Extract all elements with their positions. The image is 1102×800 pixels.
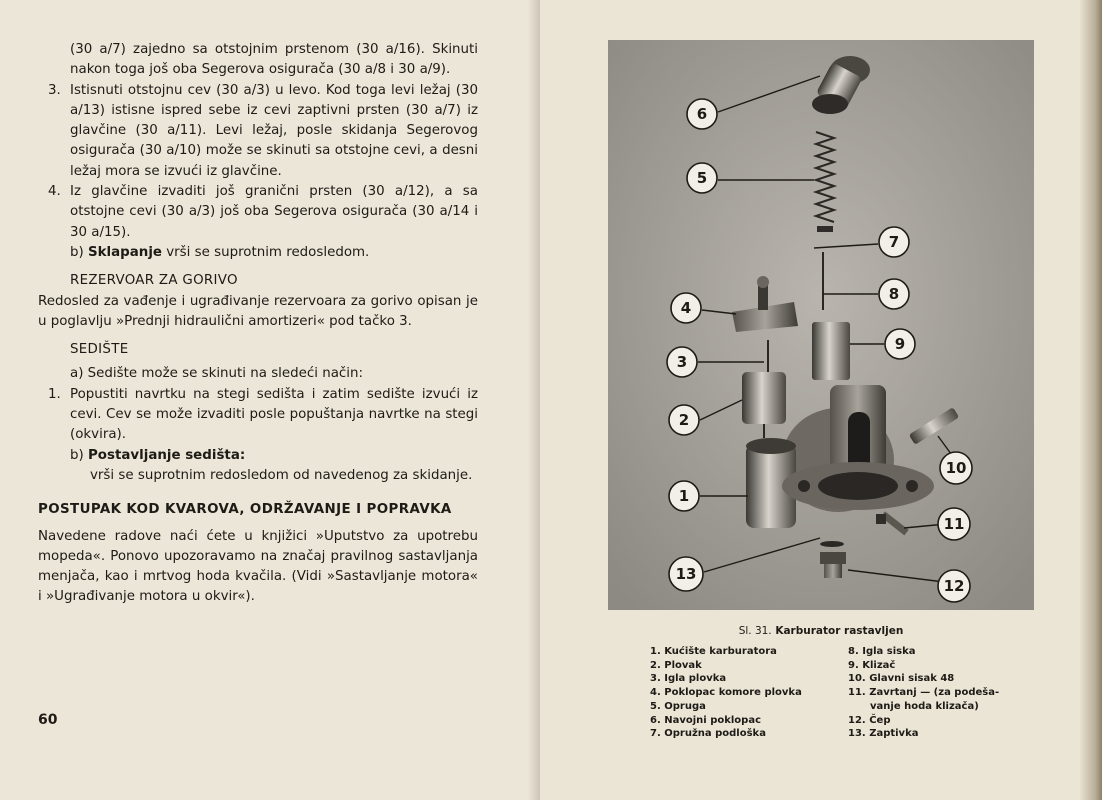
maintenance-text: Navedene radove naći ćete u knjižici »Uputstvo za upotrebu mopeda«. Ponovo upozoravamo na značaj pravilnog sastavljanja menjača, kao i mrtvog hoda kvačila. (Vidi »Sastavljanje motora« i »Ugrađivanje motora u okvir«). <box>38 528 478 605</box>
heading-seat: SEDIŠTE <box>70 342 129 358</box>
part-7-spring-washer <box>817 226 833 232</box>
seat-step-1 <box>38 385 478 446</box>
legend-item: 6. Navojni poklopac <box>650 714 762 726</box>
left-page <box>0 0 540 800</box>
callout-3: 3 <box>676 353 688 371</box>
legend-item: 11. Zavrtanj — (za podeša- <box>848 687 1000 699</box>
part-13-gasket <box>820 541 844 547</box>
assembly-note: b) Sklapanje vrši se suprotnim redosledom. <box>70 244 370 260</box>
step-number: 3. <box>48 82 61 98</box>
seat-install-heading: b) Postavljanje sedišta: <box>70 447 246 463</box>
callout-4: 4 <box>680 299 692 317</box>
heading-fuel-tank: REZERVOAR ZA GORIVO <box>70 273 238 289</box>
callout-6: 6 <box>696 105 708 123</box>
callout-8: 8 <box>888 285 900 303</box>
step-text: Istisnuti otstojnu cev (30 a/3) u levo. Kod toga levi ležaj (30 a/13) istisne ispred sebe iz cevi zaptivni prsten (30 a/7) iz glavčine (30 a/11). Levi ležaj, posle skidanja Segerovog osigurača (30 a/10) može se skinuti sa otstojne cevi, a desni ležaj mora se izvući iz glavčine. <box>70 82 478 179</box>
step-4 <box>38 182 478 243</box>
legend-item: 5. Opruga <box>650 700 706 712</box>
legend-item: 1. Kućište karburatora <box>650 646 777 657</box>
legend-item-continued: vanje hoda klizača) <box>870 700 979 712</box>
legend-item: 7. Opružna podloška <box>650 728 766 740</box>
callout-10: 10 <box>945 459 967 477</box>
step-text: Popustiti navrtku na stegi sedišta i zatim sedište izvući iz cevi. Cev se može izvaditi posle popuštanja navrtke na stegi (okvira). <box>70 386 478 443</box>
legend-item: 8. Igla siska <box>848 646 916 657</box>
legend-item: 9. Klizač <box>848 659 896 671</box>
callout-12: 12 <box>943 577 965 595</box>
step-number: 1. <box>48 386 61 402</box>
callout-7: 7 <box>888 233 900 251</box>
legend-item: 3. Igla plovka <box>650 673 727 685</box>
seat-install-term: Postavljanje sedišta: <box>87 447 246 463</box>
legend-item: 10. Glavni sisak 48 <box>848 673 955 685</box>
assembly-term: Sklapanje <box>87 244 162 260</box>
legend-item: 13. Zaptivka <box>848 728 919 740</box>
legend-right <box>848 645 1028 741</box>
carburetor-photo <box>608 40 1034 610</box>
seat-intro: a) Sedište može se skinuti na sledeći način: <box>70 366 363 382</box>
carburetor-exploded-view <box>608 40 1034 610</box>
paragraph-continued: (30 a/7) zajedno sa otstojnim prstenom (30 a/16). Skinuti nakon toga još oba Segerova osigurača (30 a/8 i 30 a/9). <box>70 42 478 78</box>
fuel-tank-text: Redosled za vađenje i ugrađivanje rezervoara za gorivo opisan je u poglavlju »Prednji hidraulični amortizeri« pod tačko 3. <box>38 293 478 329</box>
legend-item: 4. Poklopac komore plovka <box>650 687 802 699</box>
callout-13: 13 <box>675 565 697 583</box>
page-edge <box>1080 0 1102 800</box>
part-9-throttle-slide <box>812 322 850 380</box>
figure-caption <box>608 625 1034 637</box>
left-page-text <box>38 40 478 608</box>
step-text: Iz glavčine izvaditi još granični prsten (30 a/12), a sa otstojne cevi (30 a/3) još oba Segerova osigurača (30 a/14 i 30 a/15). <box>70 184 478 240</box>
legend-left <box>650 645 850 741</box>
callout-5: 5 <box>696 169 708 187</box>
page-number: 60 <box>38 712 58 728</box>
figure-title: Karburator rastavljen <box>775 625 904 637</box>
step-3 <box>38 81 478 182</box>
callout-11: 11 <box>943 515 965 533</box>
legend-item: 2. Plovak <box>650 659 702 671</box>
callout-2: 2 <box>678 411 690 429</box>
figure-number: Sl. 31. <box>738 625 772 637</box>
heading-maintenance: POSTUPAK KOD KVAROVA, ODRŽAVANJE I POPRAVKA <box>38 502 452 518</box>
seat-install-text: vrši se suprotnim redosledom od navedenog za skidanje. <box>90 467 473 483</box>
legend-item: 12. Čep <box>848 714 891 726</box>
callout-9: 9 <box>894 335 906 353</box>
callout-1: 1 <box>678 487 690 505</box>
step-number: 4. <box>48 184 61 200</box>
